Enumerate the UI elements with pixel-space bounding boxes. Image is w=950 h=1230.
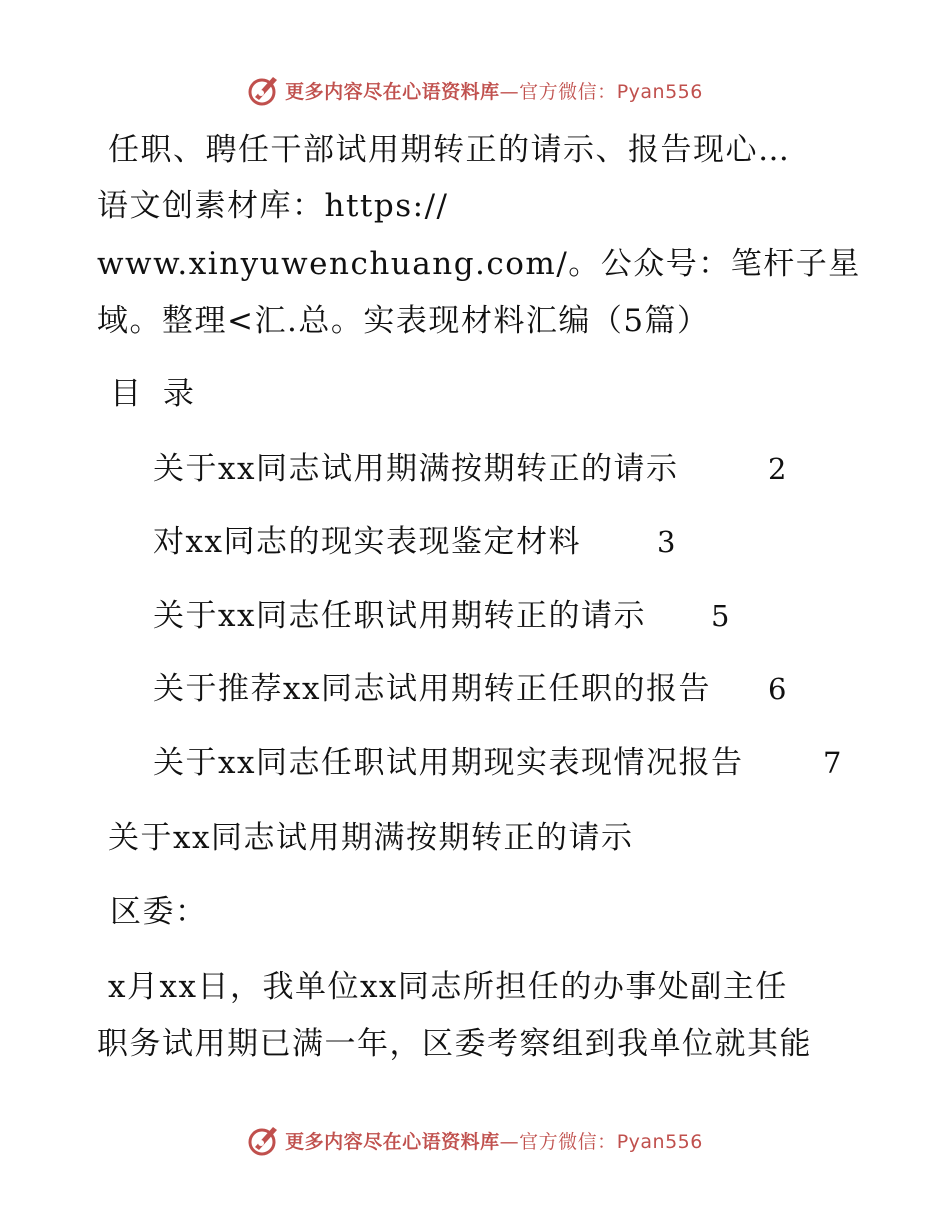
watermark-separator: — [499,80,520,103]
toc-item-page: 7 [823,746,842,780]
quill-seal-icon [247,73,281,107]
toc-item-title: 对xx同志的现实表现鉴定材料 [153,524,581,560]
watermark-brand: 更多内容尽在心语资料库 [285,80,500,103]
toc-title: 目 录 [110,376,200,412]
watermark-wechat: Pyan556 [616,1130,703,1153]
footer-watermark [0,1120,950,1160]
watermark-wechat: Pyan556 [616,80,703,103]
header-watermark [0,70,950,110]
intro-line-2: 语文创素材库：https:// [97,188,449,224]
body-line-2: 职务试用期已满一年，区委考察组到我单位就其能 [97,1026,812,1062]
section-title: 关于xx同志试用期满按期转正的请示 [108,820,634,856]
toc-item-title: 关于xx同志任职试用期转正的请示 [153,598,646,634]
toc-item-title: 关于推荐xx同志试用期转正任职的报告 [153,671,711,707]
watermark-label: 官方微信： [519,1130,617,1153]
body-line-1: x月xx日，我单位xx同志所担任的办事处副主任 [108,969,788,1005]
toc-item-title: 关于xx同志任职试用期现实表现情况报告 [153,745,744,781]
watermark-label: 官方微信： [519,80,617,103]
toc-item-page: 3 [657,525,676,559]
intro-line-4: 域。整理<汇.总。实表现材料汇编（5篇） [97,303,710,339]
toc-item-page: 2 [768,452,787,486]
toc-item-page: 6 [768,672,787,706]
toc-item-title: 关于xx同志试用期满按期转正的请示 [153,451,679,487]
intro-line-3: www.xinyuwenchuang.com/。公众号：笔杆子星 [97,246,861,282]
watermark-brand: 更多内容尽在心语资料库 [285,1130,500,1153]
toc-item-page: 5 [711,599,730,633]
quill-seal-icon [247,1123,281,1157]
watermark-separator: — [499,1130,520,1153]
salutation: 区委： [110,894,208,930]
intro-line-1: 任职、聘任干部试用期转正的请示、报告现心… [108,132,791,168]
